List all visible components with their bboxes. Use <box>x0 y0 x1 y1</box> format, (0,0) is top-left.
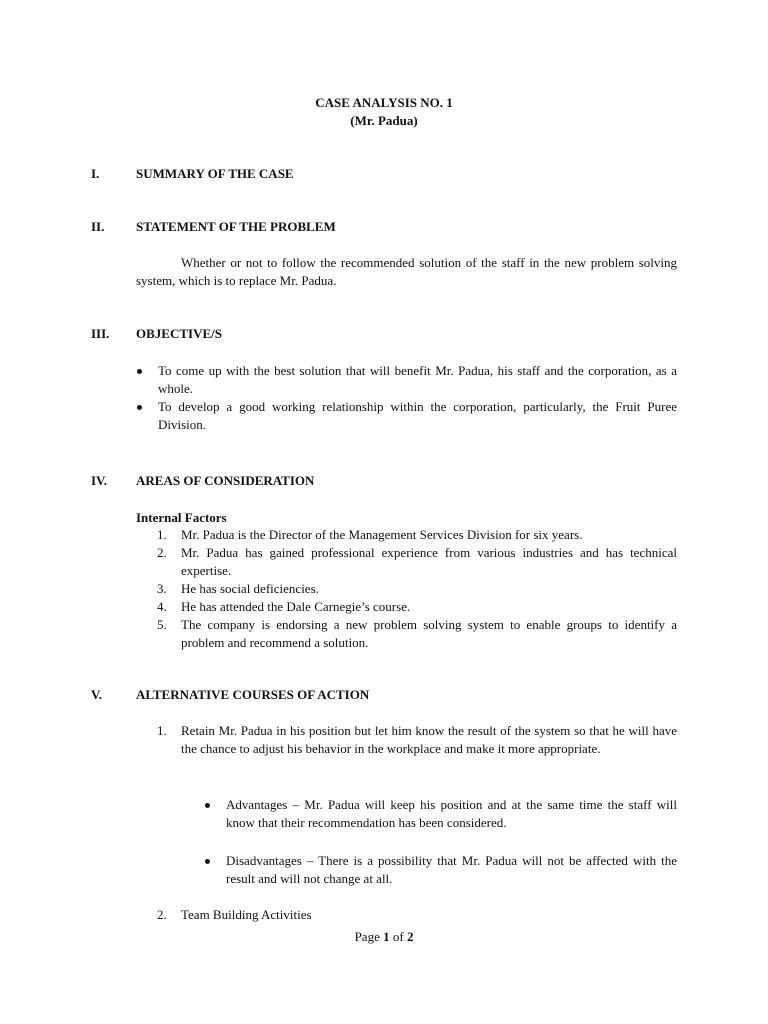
bullet-icon <box>137 369 142 374</box>
list-item <box>157 580 677 598</box>
objective-text: To come up with the best solution that will benefit Mr. Padua, his staff and the corporation, as a whole. <box>158 363 677 396</box>
list-item <box>226 796 677 832</box>
bullet-icon <box>205 859 210 864</box>
document-subtitle: (Mr. Padua) <box>350 113 418 128</box>
section-3-heading: OBJECTIVE/S <box>136 326 222 341</box>
page-footer <box>0 929 768 945</box>
current-page-number: 1 <box>383 929 390 944</box>
list-number: 1. <box>157 723 167 738</box>
section-2-number: II. <box>91 219 105 234</box>
list-number: 5. <box>157 617 167 632</box>
section-5-heading: ALTERNATIVE COURSES OF ACTION <box>136 687 370 702</box>
bullet-icon <box>205 803 210 808</box>
factor-text: The company is endorsing a new problem solving system to enable groups to identify a problem and recommend a solution. <box>181 617 677 650</box>
list-number: 2. <box>157 907 167 922</box>
total-pages-number: 2 <box>406 929 414 944</box>
list-item <box>158 362 677 398</box>
factor-text: Mr. Padua has gained professional experience from various industries and has technical expertise. <box>181 545 677 578</box>
objective-text: To develop a good working relationship within the corporation, particularly, the Fruit Puree Division. <box>158 399 677 432</box>
factor-text: He has social deficiencies. <box>181 581 319 596</box>
list-item <box>157 598 677 616</box>
section-5-number: V. <box>91 687 102 702</box>
list-item <box>157 722 677 758</box>
section-4-heading: AREAS OF CONSIDERATION <box>136 473 315 488</box>
alternative-text: Retain Mr. Padua in his position but let him know the result of the system so that he will have the chance to adjust his behavior in the workplace and make it more appropriate. <box>181 723 677 756</box>
section-4-number: IV. <box>91 473 108 488</box>
alternative-1 <box>157 722 677 758</box>
section-1-number: I. <box>91 166 100 181</box>
list-item <box>158 398 677 434</box>
list-item <box>157 544 677 580</box>
alternative-2 <box>157 906 677 924</box>
disadvantages-text: Disadvantages – There is a possibility that Mr. Padua will not be affected with the result and will not change at all. <box>226 853 677 886</box>
list-number: 1. <box>157 527 167 542</box>
list-item <box>157 526 677 544</box>
internal-factors-subheading: Internal Factors <box>136 510 227 525</box>
problem-statement: Whether or not to follow the recommended solution of the staff in the new problem solving system, which is to replace Mr. Padua. <box>136 255 677 288</box>
list-item <box>157 906 677 924</box>
advantages-text: Advantages – Mr. Padua will keep his position and at the same time the staff will know that their recommendation has been considered. <box>226 797 677 830</box>
list-number: 2. <box>157 545 167 560</box>
section-1-heading: SUMMARY OF THE CASE <box>136 166 294 181</box>
internal-factors-list <box>157 526 677 652</box>
list-number: 3. <box>157 581 167 596</box>
advantages-list <box>226 796 677 832</box>
list-number: 4. <box>157 599 167 614</box>
section-3-number: III. <box>91 326 110 341</box>
document-title: CASE ANALYSIS NO. 1 <box>315 95 453 110</box>
alternative-text: Team Building Activities <box>181 907 312 922</box>
bullet-icon <box>137 405 142 410</box>
factor-text: Mr. Padua is the Director of the Management Services Division for six years. <box>181 527 583 542</box>
page-word: Page <box>354 929 384 944</box>
disadvantages-list <box>226 852 677 888</box>
section-2-heading: STATEMENT OF THE PROBLEM <box>136 219 336 234</box>
factor-text: He has attended the Dale Carnegie’s course. <box>181 599 411 614</box>
list-item <box>226 852 677 888</box>
list-item <box>157 616 677 652</box>
of-word: of <box>389 929 407 944</box>
objectives-list <box>158 362 677 434</box>
